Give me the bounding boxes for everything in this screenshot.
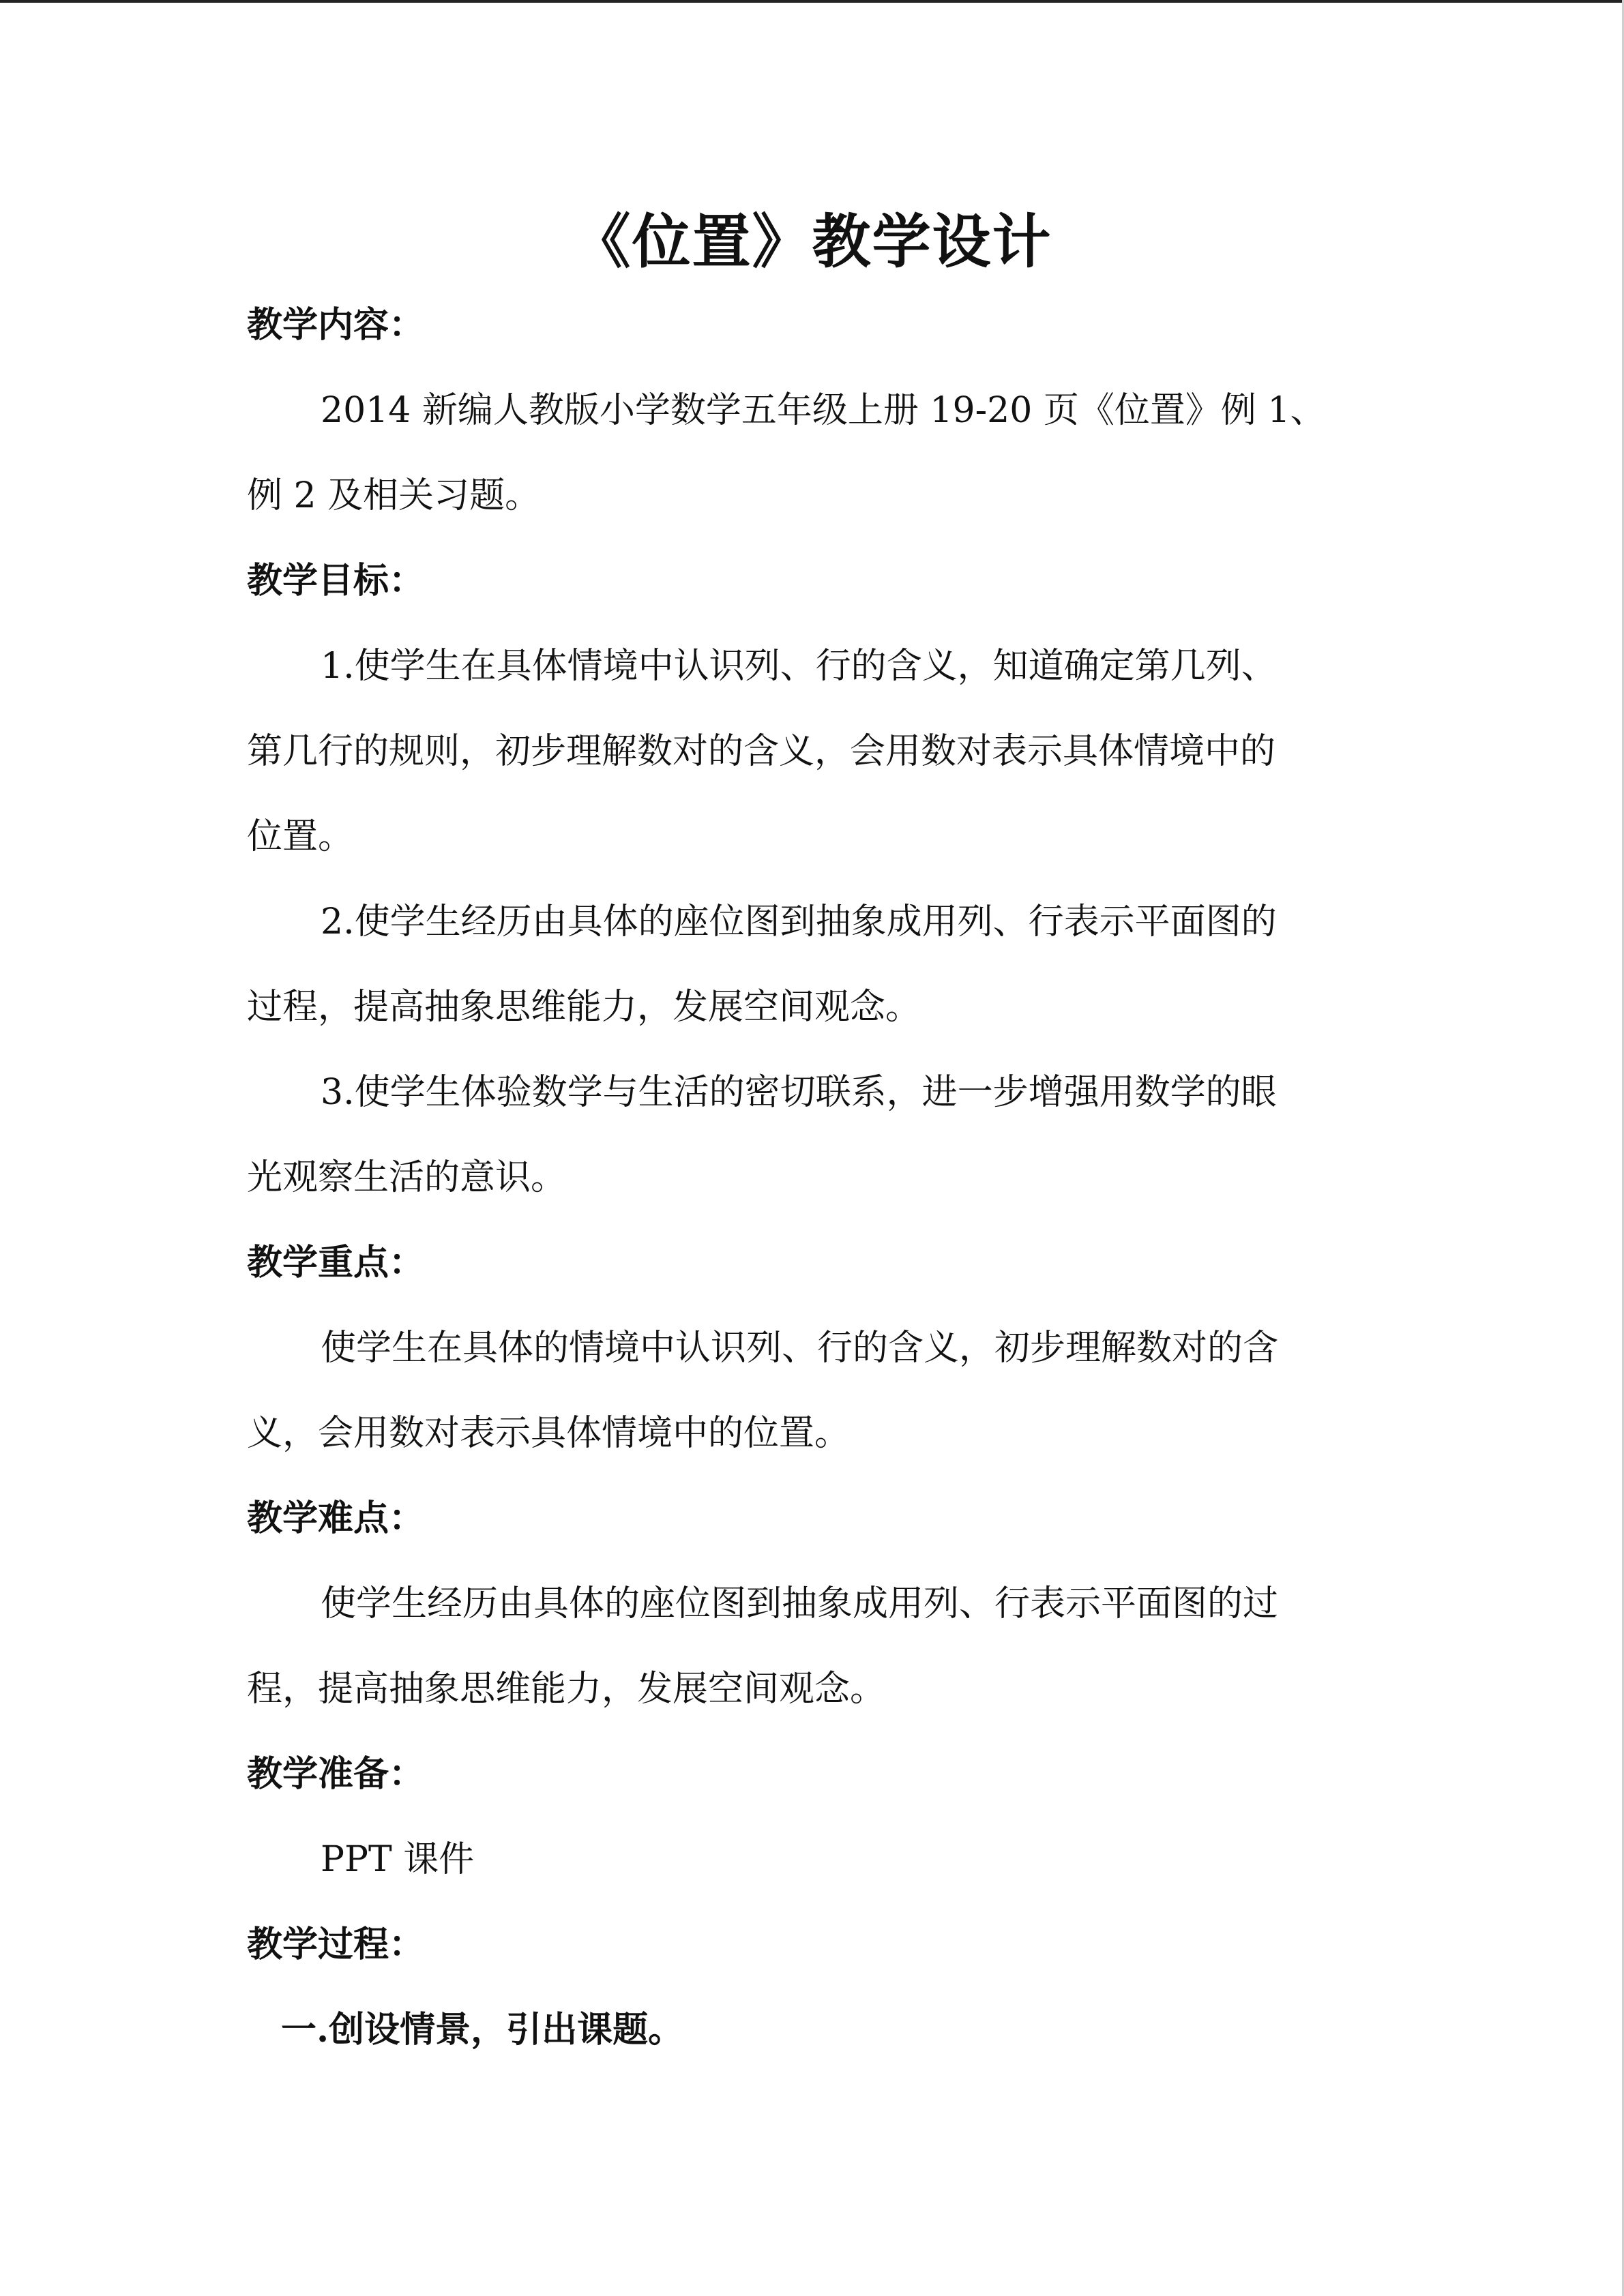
- heading-preparation: 教学准备：: [247, 1753, 425, 1795]
- top-border: [0, 0, 1624, 3]
- heading-teaching-content: 教学内容：: [247, 304, 425, 346]
- heading-teaching-goals: 教学目标：: [247, 560, 425, 601]
- goals-line-7: 光观察生活的意识。: [247, 1157, 567, 1198]
- goals-line-3: 位置。: [247, 816, 354, 857]
- process-subheading-1: 一.创设情景，引出课题。: [281, 2009, 684, 2051]
- goals-line-4: 2.使学生经历由具体的座位图到抽象成用列、行表示平面图的: [321, 901, 1277, 942]
- preparation-line-1: PPT 课件: [321, 1839, 475, 1880]
- heading-key-points: 教学重点：: [247, 1242, 425, 1283]
- goals-line-5: 过程，提高抽象思维能力，发展空间观念。: [247, 987, 921, 1028]
- difficulties-line-2: 程，提高抽象思维能力，发展空间观念。: [247, 1669, 886, 1710]
- content-line-2: 例 2 及相关习题。: [247, 475, 541, 516]
- key-points-line-1: 使学生在具体的情境中认识列、行的含义，初步理解数对的含: [321, 1328, 1279, 1369]
- content-line-1: 2014 新编人教版小学数学五年级上册 19-20 页《位置》例 1、: [321, 390, 1326, 431]
- key-points-line-2: 义，会用数对表示具体情境中的位置。: [247, 1413, 851, 1454]
- document-title: 《位置》教学设计: [572, 207, 1052, 276]
- goals-line-1: 1.使学生在具体情境中认识列、行的含义，知道确定第几列、: [321, 646, 1277, 687]
- heading-process: 教学过程：: [247, 1924, 425, 1965]
- goals-line-2: 第几行的规则，初步理解数对的含义，会用数对表示具体情境中的: [247, 731, 1276, 772]
- difficulties-line-1: 使学生经历由具体的座位图到抽象成用列、行表示平面图的过: [321, 1583, 1279, 1624]
- goals-line-6: 3.使学生体验数学与生活的密切联系，进一步增强用数学的眼: [321, 1072, 1277, 1113]
- heading-difficulties: 教学难点：: [247, 1497, 425, 1539]
